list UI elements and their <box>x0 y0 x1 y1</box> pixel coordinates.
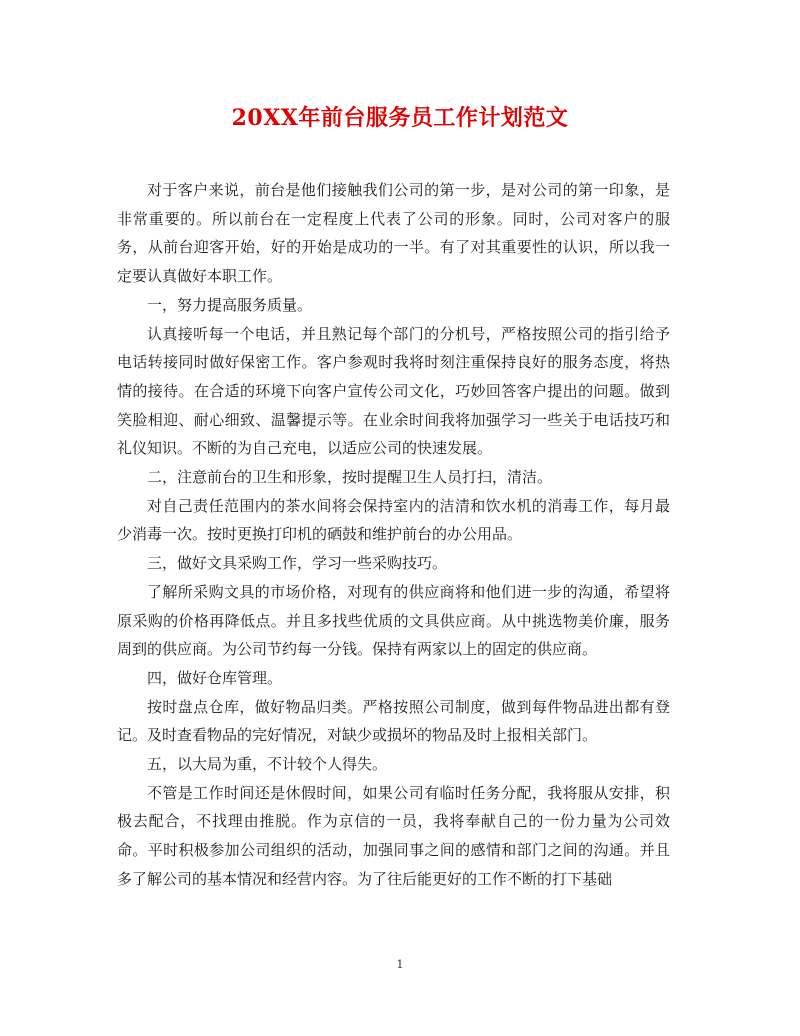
page-number: 1 <box>396 958 404 971</box>
paragraph-5: 不管是工作时间还是休假时间，如果公司有临时任务分配，我将服从安排，积极去配合，不找理由推脱。作为京信的一员，我将奉献自己的一份力量为公司效命。平时积极参加公司组织的活动，加强同事之间的感情和部门之间的沟通。并且多了解公司的基本情况和经营内容。为了往后能更好的工作不断的打下基础 <box>117 783 670 888</box>
section-heading-3: 三，做好文具采购工作，学习一些采购技巧。 <box>147 554 448 573</box>
paragraph-1: 认真接听每一个电话，并且熟记每个部门的分机号，严格按照公司的指引给予电话转接同时做好保密工作。客户参观时我将时刻注重保持良好的服务态度，将热情的接待。在合适的环境下向客户宣传公司文化，巧妙回答客户提出的问题。做到笑脸相迎、耐心细致、温馨提示等。在业余时间我将加强学习一些关于电话技巧和礼仪知识。不断的为自己充电，以适应公司的快速发展。 <box>117 324 670 458</box>
document-body <box>117 176 670 894</box>
paragraph-intro: 对于客户来说，前台是他们接触我们公司的第一步，是对公司的第一印象，是非常重要的。所以前台在一定程度上代表了公司的形象。同时，公司对客户的服务，从前台迎客开始，好的开始是成功的一半。有了对其重要性的认识，所以我一定要认真做好本职工作。 <box>117 181 670 286</box>
paragraph-3: 了解所采购文具的市场价格，对现有的供应商将和他们进一步的沟通，希望将原采购的价格再降低点。并且多找些优质的文具供应商。从中挑选物美价廉，服务周到的供应商。为公司节约每一分钱。保持有两家以上的固定的供应商。 <box>117 582 670 659</box>
paragraph-4: 按时盘点仓库，做好物品归类。严格按照公司制度，做到每件物品进出都有登记。及时查看物品的完好情况，对缺少或损坏的物品及时上报相关部门。 <box>117 697 670 745</box>
section-heading-1: 一，努力提高服务质量。 <box>147 295 313 314</box>
section-heading-2: 二，注意前台的卫生和形象，按时提醒卫生人员打扫，清洁。 <box>147 468 553 487</box>
section-heading-5: 五，以大局为重，不计较个人得失。 <box>147 755 388 774</box>
document-title: 20XX年前台服务员工作计划范文 <box>231 105 569 131</box>
section-heading-4: 四，做好仓库管理。 <box>147 668 283 687</box>
paragraph-2: 对自己责任范围内的茶水间将会保持室内的洁清和饮水机的消毒工作，每月最少消毒一次。按时更换打印机的硒鼓和维护前台的办公用品。 <box>117 496 670 544</box>
